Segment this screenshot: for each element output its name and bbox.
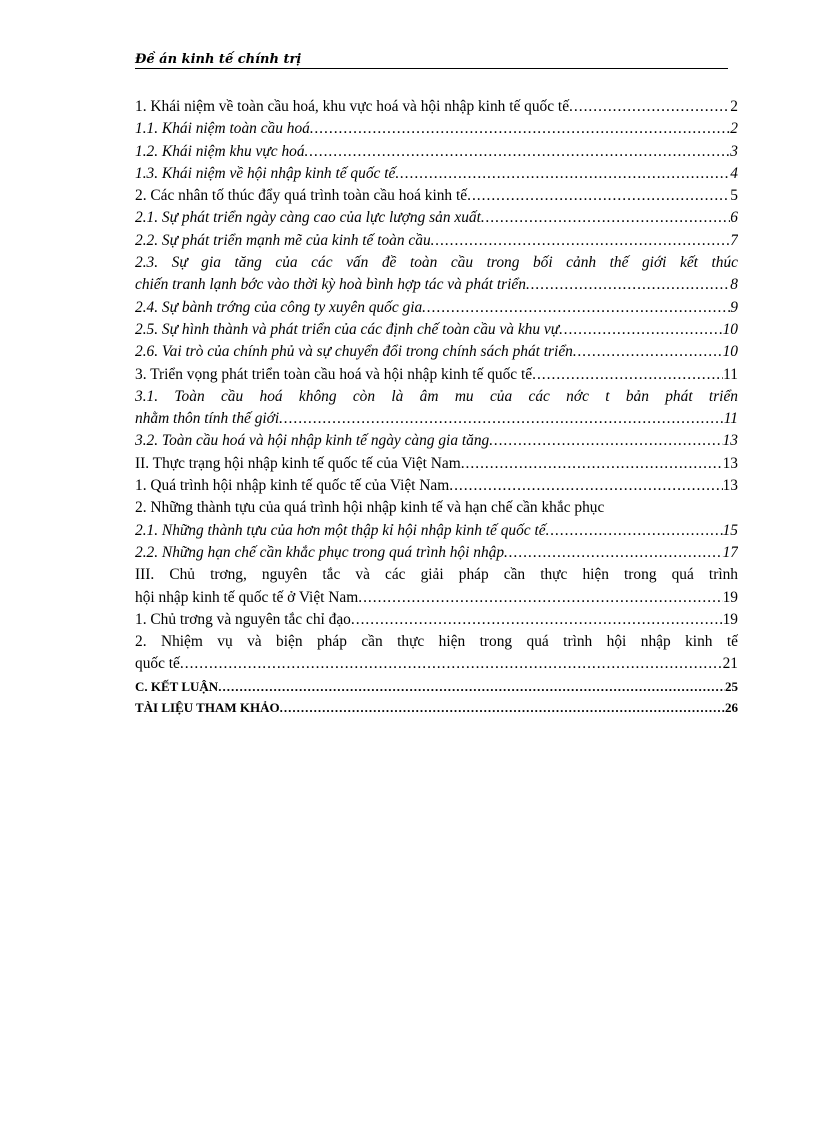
toc-entry: 2.6. Vai trò của chính phủ và sự chuyển đổi trong chính sách phát triển ..... 10 xyxy=(135,341,738,363)
toc-entry: 2.5. Sự hình thành và phát triển của các định chế toàn cầu và khu vự ..... 10 xyxy=(135,319,738,341)
toc-entry: 2.4. Sự bành trớng của công ty xuyên quốc gia ..... 9 xyxy=(135,297,738,319)
toc-entry: 1. Chủ trơng và nguyên tắc chỉ đạo ..... 19 xyxy=(135,609,738,631)
toc-entry: 1. Khái niệm về toàn cầu hoá, khu vực hoá và hội nhập kinh tế quốc tế ..... 2 xyxy=(135,96,738,118)
toc-entry: hội nhập kinh tế quốc tế ở Việt Nam ..... 19 xyxy=(135,587,738,609)
toc-entry-line: 2. Nhiệm vụ và biện pháp cần thực hiện trong quá trình hội nhập kinh tế xyxy=(135,633,738,651)
toc-entry: chiến tranh lạnh bớc vào thời kỳ hoà bình hợp tác và phát triển ..... 8 xyxy=(135,274,738,296)
toc-entry: quốc tế ..... 21 xyxy=(135,653,738,675)
toc-entry: 2. Các nhân tố thúc đẩy quá trình toàn cầu hoá kinh tế ..... 5 xyxy=(135,185,738,207)
toc-entry: 3.2. Toàn cầu hoá và hội nhập kinh tế ngày càng gia tăng ..... 13 xyxy=(135,430,738,452)
toc-entry-conclusion: C. KẾT LUẬN ..... 25 xyxy=(135,676,738,697)
toc-entry-line: III. Chủ trơng, nguyên tắc và các giải pháp cần thực hiện trong quá trình xyxy=(135,566,738,584)
toc-entry: 2.1. Những thành tựu của hơn một thập kỉ hội nhập kinh tế quốc tế ..... 15 xyxy=(135,520,738,542)
toc-entry: 3. Triển vọng phát triển toàn cầu hoá và hội nhập kinh tế quốc tế ..... 11 xyxy=(135,364,738,386)
toc-entry: 2.1. Sự phát triển ngày càng cao của lực lượng sản xuất ..... 6 xyxy=(135,207,738,229)
toc-entry: nhằm thôn tính thế giới ..... 11 xyxy=(135,408,738,430)
toc-entry-references: TÀI LIỆU THAM KHẢO ..... 26 xyxy=(135,697,738,718)
toc-entry: 1.3. Khái niệm về hội nhập kinh tế quốc tế ..... 4 xyxy=(135,163,738,185)
toc-entry: 2.2. Những hạn chế cần khắc phục trong quá trình hội nhập ..... 17 xyxy=(135,542,738,564)
toc-entry: 2.2. Sự phát triển mạnh mẽ của kinh tế toàn cầu ..... 7 xyxy=(135,230,738,252)
toc-entry-line: 3.1. Toàn cầu hoá không còn là âm mu của các nớc t bản phát triển xyxy=(135,387,738,405)
table-of-contents xyxy=(135,96,738,718)
toc-entry: 2. Những thành tựu của quá trình hội nhập kinh tế và hạn chế cần khắc phục xyxy=(135,499,605,517)
toc-entry: II. Thực trạng hội nhập kinh tế quốc tế của Việt Nam ..... 13 xyxy=(135,453,738,475)
toc-entry: 1.1. Khái niệm toàn cầu hoá ..... 2 xyxy=(135,118,738,140)
toc-entry-line: 2.3. Sự gia tăng của các vấn đề toàn cầu trong bối cảnh thế giới kết thúc xyxy=(135,254,738,272)
toc-entry: 1. Quá trình hội nhập kinh tế quốc tế của Việt Nam ..... 13 xyxy=(135,475,738,497)
toc-entry: 1.2. Khái niệm khu vực hoá ..... 3 xyxy=(135,141,738,163)
page-header: Đề án kinh tế chính trị xyxy=(135,51,728,69)
